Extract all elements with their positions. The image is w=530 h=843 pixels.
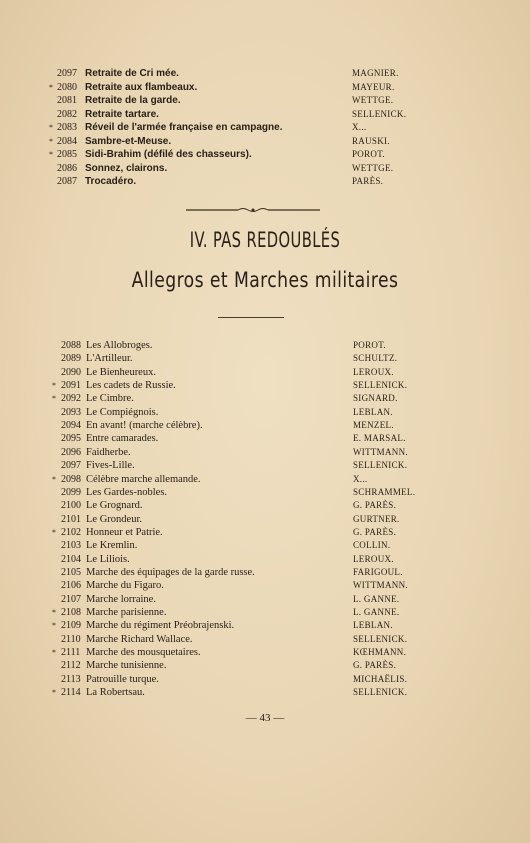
item-title: Le Compiégnois. xyxy=(86,406,159,418)
item-composer: G. PARÈS. xyxy=(353,660,397,671)
section-subheading: Allegros et Marches militaires xyxy=(131,268,399,292)
item-composer: WETTGE. xyxy=(352,162,394,173)
item-number: 2083 xyxy=(57,122,77,133)
item-number: 2104 xyxy=(61,553,81,565)
asterisk-icon: * xyxy=(52,621,56,631)
item-composer: SELLENICK. xyxy=(353,633,408,644)
item-composer: MENZEL. xyxy=(353,420,394,431)
item-composer: X... xyxy=(352,122,367,132)
item-number: 2114 xyxy=(61,687,81,699)
list-item xyxy=(0,579,530,592)
item-title: Le Cimbre. xyxy=(86,393,134,405)
asterisk-icon: * xyxy=(52,688,56,698)
list-item xyxy=(0,366,530,379)
page-number: — 43 — xyxy=(245,712,285,724)
item-number: 2112 xyxy=(61,660,81,672)
item-number: 2092 xyxy=(61,393,81,405)
item-title: Entre camarades. xyxy=(86,433,159,445)
list-item xyxy=(0,539,530,552)
item-number: 2098 xyxy=(61,473,81,485)
asterisk-icon: * xyxy=(52,474,56,484)
list-item xyxy=(0,673,530,686)
item-composer: RAUSKI. xyxy=(352,135,390,146)
list-item xyxy=(0,162,530,175)
item-title: Les Gardes-nobles. xyxy=(86,486,168,498)
item-number: 2090 xyxy=(61,366,81,378)
item-composer: SIGNARD. xyxy=(353,393,398,404)
item-number: 2086 xyxy=(57,162,77,174)
list-item xyxy=(0,646,530,659)
asterisk-icon: * xyxy=(49,82,53,92)
list-item xyxy=(0,108,530,121)
item-number: 2106 xyxy=(61,580,81,592)
list-item xyxy=(0,619,530,632)
item-composer: SELLENICK. xyxy=(353,460,408,471)
item-composer: POROT. xyxy=(353,340,386,350)
item-number: 2111 xyxy=(61,647,81,659)
item-composer: MICHAËLIS. xyxy=(353,673,408,684)
item-title: Sidi-Brahim (défilé des chasseurs). xyxy=(85,149,252,160)
item-composer: SCHULTZ. xyxy=(353,353,398,364)
item-title: Trocadéro. xyxy=(85,176,137,187)
item-title: Le Bienheureux. xyxy=(86,366,156,378)
item-title: L'Artilleur. xyxy=(86,353,133,365)
list-item xyxy=(0,593,530,606)
list-item xyxy=(0,486,530,499)
item-composer: POROT. xyxy=(352,149,385,159)
item-composer: WETTGE. xyxy=(352,95,394,105)
item-number: 2097 xyxy=(61,460,81,472)
item-number: 2080 xyxy=(57,81,77,93)
item-composer: SELLENICK. xyxy=(353,380,408,391)
asterisk-icon: * xyxy=(49,150,53,159)
item-title: Le Liliois. xyxy=(86,553,130,565)
list-item xyxy=(0,513,530,526)
item-composer: LEBLAN. xyxy=(353,620,393,631)
item-title: Marche des mousquetaires. xyxy=(86,647,201,659)
item-number: 2100 xyxy=(61,500,81,512)
item-title: En avant! (marche célèbre). xyxy=(86,420,203,432)
asterisk-icon: * xyxy=(52,648,56,658)
list-item xyxy=(0,406,530,419)
item-number: 2089 xyxy=(61,353,81,365)
item-number: 2103 xyxy=(61,540,81,552)
item-title: Marche lorraine. xyxy=(86,593,156,605)
list-item xyxy=(0,659,530,672)
item-number: 2102 xyxy=(61,526,81,538)
list-item xyxy=(0,352,530,365)
asterisk-icon: * xyxy=(52,608,56,617)
list-item xyxy=(0,446,530,459)
list-item xyxy=(0,135,530,148)
item-composer: SELLENICK. xyxy=(352,108,407,119)
item-number: 2082 xyxy=(57,108,77,120)
item-composer: COLLIN. xyxy=(353,540,391,551)
item-composer: PARÈS. xyxy=(352,176,384,186)
list-item xyxy=(0,459,530,472)
item-composer: L. GANNE. xyxy=(353,593,400,604)
list-item xyxy=(0,526,530,539)
list-item xyxy=(0,94,530,107)
item-composer: WITTMANN. xyxy=(353,446,408,457)
item-title: Retraite de Cri mée. xyxy=(85,68,179,79)
list-item xyxy=(0,148,530,161)
item-number: 2099 xyxy=(61,486,81,498)
list-item xyxy=(0,686,530,699)
item-composer: LEROUX. xyxy=(353,366,394,377)
item-composer: L. GANNE. xyxy=(353,607,400,617)
item-title: Patrouille turque. xyxy=(86,673,159,685)
list-item xyxy=(0,553,530,566)
list-item xyxy=(0,121,530,134)
asterisk-icon: * xyxy=(52,381,56,391)
asterisk-icon: * xyxy=(49,123,53,132)
item-composer: X... xyxy=(353,473,368,484)
item-title: Marche du Figaro. xyxy=(86,580,164,592)
item-number: 2096 xyxy=(61,446,81,458)
list-item xyxy=(0,499,530,512)
item-number: 2110 xyxy=(61,633,81,645)
item-number: 2085 xyxy=(57,149,77,160)
item-number: 2084 xyxy=(57,135,77,147)
item-title: Le Kremlin. xyxy=(86,540,138,552)
item-composer: SCHRAMMEL. xyxy=(353,486,416,497)
item-number: 2108 xyxy=(61,607,81,618)
item-number: 2101 xyxy=(61,513,81,525)
list-item xyxy=(0,67,530,80)
asterisk-icon: * xyxy=(52,394,56,404)
item-composer: LEROUX. xyxy=(353,553,394,564)
item-title: Marche du régiment Préobrajenski. xyxy=(86,620,235,632)
item-number: 2088 xyxy=(61,340,81,351)
item-title: Célèbre marche allemande. xyxy=(86,473,201,485)
item-title: Le Grondeur. xyxy=(86,513,142,525)
ornament-divider xyxy=(186,207,320,213)
list-item xyxy=(0,339,530,352)
list-item xyxy=(0,379,530,392)
item-composer: G. PARÈS. xyxy=(353,526,397,537)
item-number: 2094 xyxy=(61,420,81,432)
list-item xyxy=(0,175,530,188)
item-number: 2087 xyxy=(57,176,77,187)
item-composer: G. PARÈS. xyxy=(353,500,397,511)
list-item xyxy=(0,633,530,646)
item-title: Retraite aux flambeaux. xyxy=(85,81,198,93)
item-title: Sonnez, clairons. xyxy=(85,162,168,174)
item-title: Marche Richard Wallace. xyxy=(86,633,193,645)
item-title: Marche tunisienne. xyxy=(86,660,167,672)
item-title: Retraite tartare. xyxy=(85,108,159,120)
item-number: 2105 xyxy=(61,566,81,578)
item-number: 2113 xyxy=(61,673,81,685)
item-composer: MAYEUR. xyxy=(352,81,395,92)
item-composer: KŒHMANN. xyxy=(353,647,407,658)
item-title: Sambre-et-Meuse. xyxy=(85,135,172,147)
item-title: Faidherbe. xyxy=(86,446,131,458)
item-title: Marche parisienne. xyxy=(86,607,167,618)
item-title: La Robertsau. xyxy=(86,687,145,699)
item-number: 2091 xyxy=(61,380,81,392)
item-composer: LEBLAN. xyxy=(353,406,393,417)
item-number: 2081 xyxy=(57,95,77,106)
list-item xyxy=(0,392,530,405)
section-heading: IV. PAS REDOUBLÉS xyxy=(189,228,341,252)
item-number: 2095 xyxy=(61,433,81,445)
item-title: Réveil de l'armée française en campagne. xyxy=(85,122,283,133)
item-title: Honneur et Patrie. xyxy=(86,526,163,538)
item-number: 2107 xyxy=(61,593,81,605)
list-item xyxy=(0,566,530,579)
asterisk-icon: * xyxy=(52,527,56,537)
item-title: Fives-Lille. xyxy=(86,460,135,472)
item-number: 2093 xyxy=(61,406,81,418)
item-title: Marche des équipages de la garde russe. xyxy=(86,566,255,578)
item-composer: WITTMANN. xyxy=(353,580,408,591)
item-title: Retraite de la garde. xyxy=(85,95,181,106)
item-composer: GURTNER. xyxy=(353,513,400,524)
item-title: Le Grognard. xyxy=(86,500,143,512)
list-item xyxy=(0,432,530,445)
item-number: 2097 xyxy=(57,68,77,79)
item-composer: E. MARSAL. xyxy=(353,433,406,444)
item-composer: MAGNIER. xyxy=(352,68,399,78)
item-title: Les cadets de Russie. xyxy=(86,380,176,392)
item-composer: SELLENICK. xyxy=(353,687,408,698)
heading-rule xyxy=(218,317,284,318)
list-item xyxy=(0,606,530,619)
item-number: 2109 xyxy=(61,620,81,632)
list-item xyxy=(0,419,530,432)
list-item xyxy=(0,473,530,486)
item-composer: FARIGOUL. xyxy=(353,566,403,577)
list-item xyxy=(0,81,530,94)
item-title: Les Allobroges. xyxy=(86,340,153,351)
asterisk-icon: * xyxy=(49,136,53,146)
